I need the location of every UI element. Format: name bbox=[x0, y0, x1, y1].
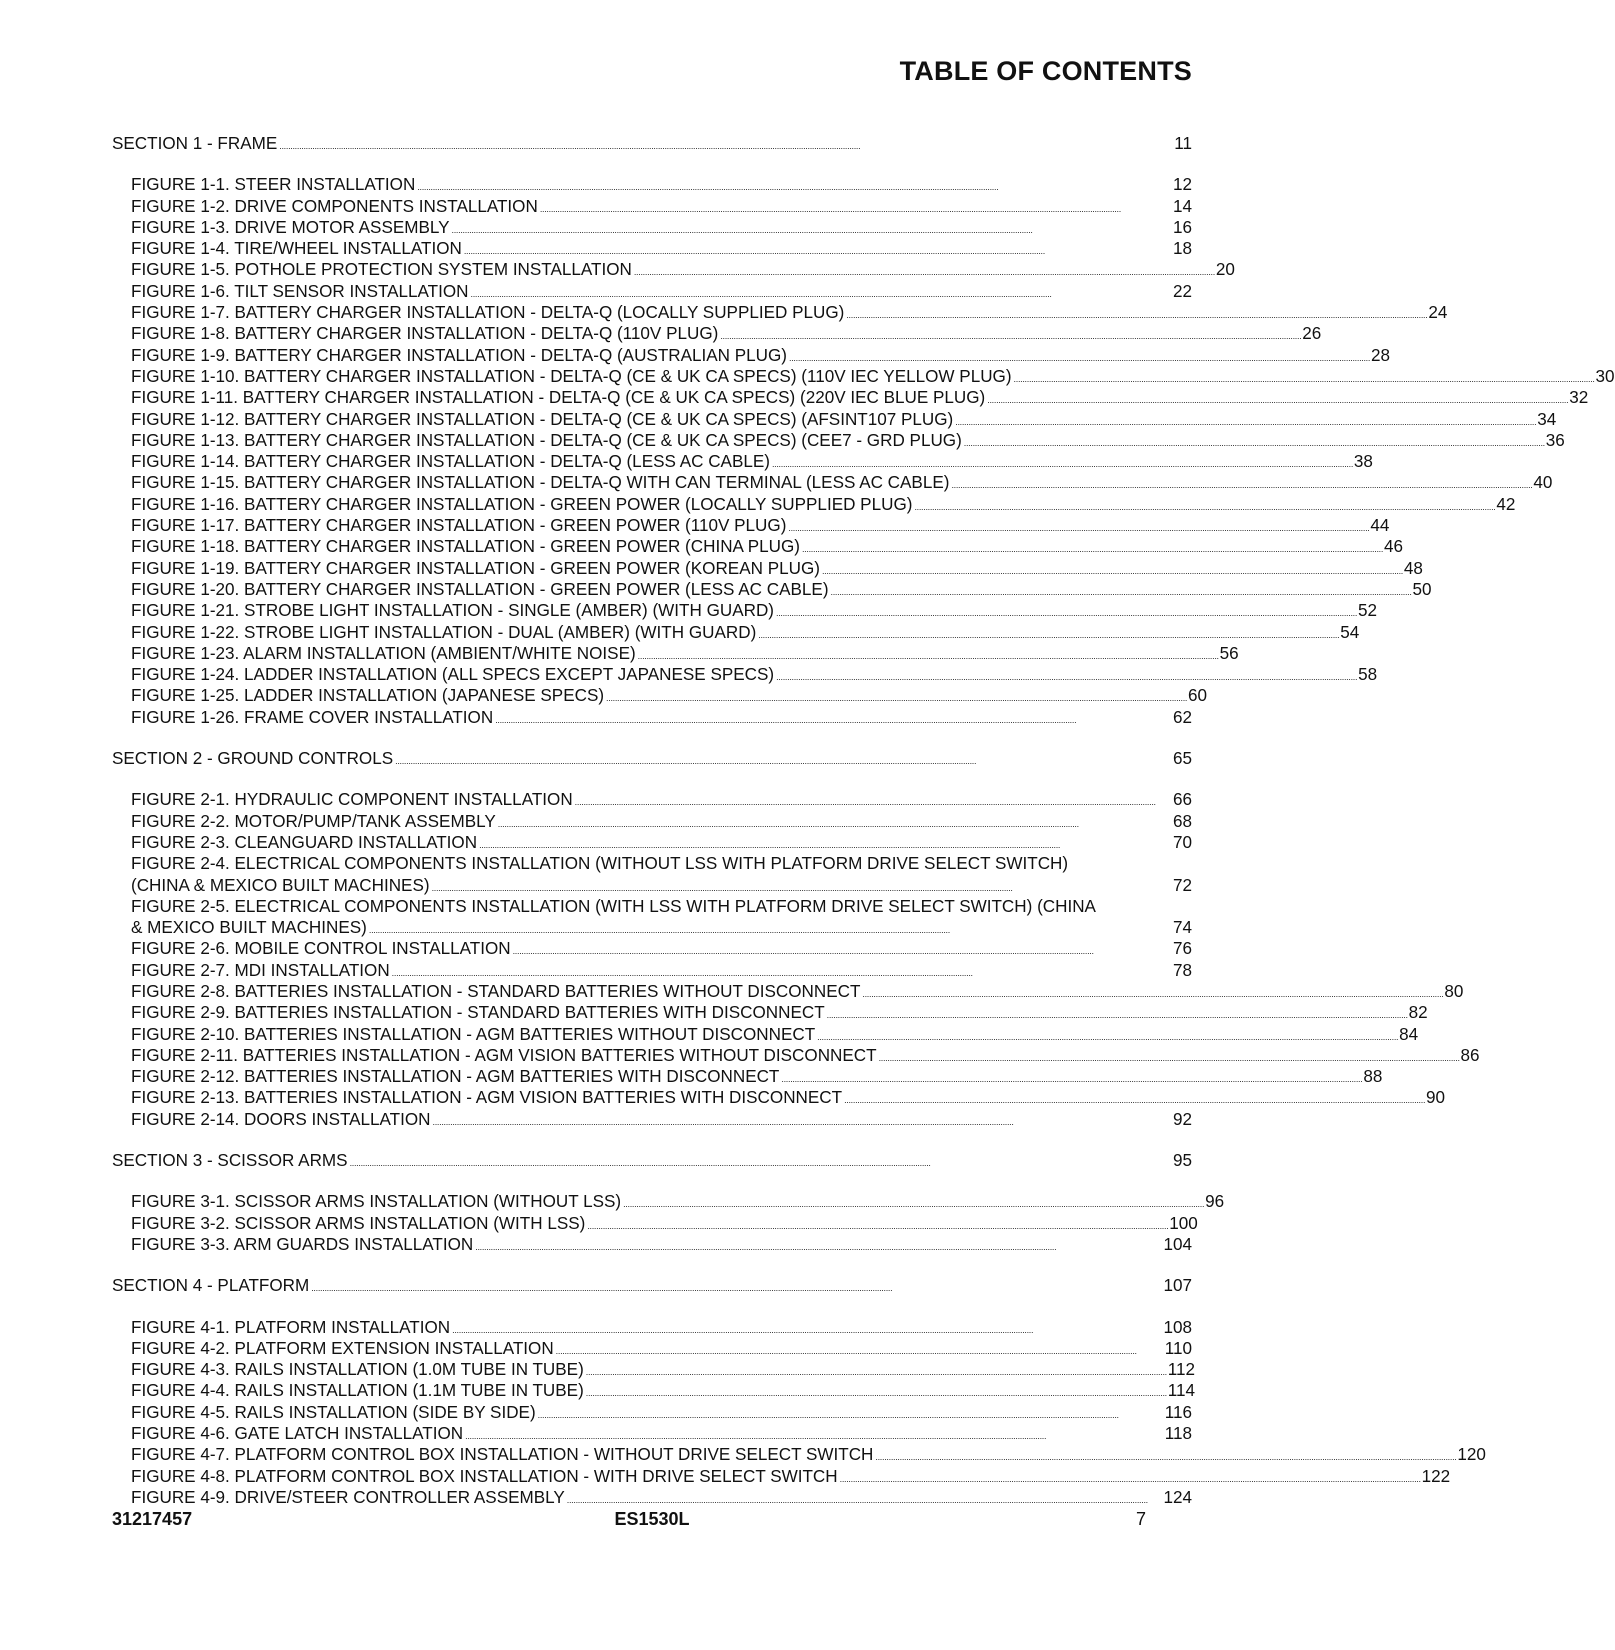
toc-entry-title: FIGURE 1-21. STROBE LIGHT INSTALLATION - SINGLE (AMBER) (WITH GUARD) bbox=[131, 601, 774, 621]
toc-figure-entry[interactable] bbox=[112, 1317, 1192, 1338]
toc-entry-page: 24 bbox=[1428, 303, 1448, 323]
toc-entry-title: FIGURE 1-14. BATTERY CHARGER INSTALLATION - DELTA-Q (LESS AC CABLE) bbox=[131, 452, 770, 472]
toc-figure-entry[interactable] bbox=[112, 1066, 1383, 1087]
toc-entry-page: 65 bbox=[1172, 749, 1192, 769]
toc-entry-title: FIGURE 2-14. DOORS INSTALLATION bbox=[131, 1109, 431, 1129]
toc-figure-entry[interactable] bbox=[112, 896, 1192, 917]
toc-entry-title: FIGURE 1-13. BATTERY CHARGER INSTALLATION - DELTA-Q (CE & UK CA SPECS) (CEE7 - GRD PLUG) bbox=[131, 430, 962, 450]
toc-figure-entry[interactable] bbox=[112, 323, 1322, 344]
toc-figure-entry[interactable] bbox=[112, 174, 1192, 195]
toc-entry-page: 116 bbox=[1164, 1402, 1192, 1422]
toc-figure-entry[interactable] bbox=[112, 515, 1390, 536]
toc-figure-entry[interactable] bbox=[112, 1380, 1196, 1401]
toc-entry-page: 22 bbox=[1172, 281, 1192, 301]
toc-figure-entry[interactable] bbox=[112, 196, 1192, 217]
toc-entry-title: FIGURE 4-8. PLATFORM CONTROL BOX INSTALLATION - WITH DRIVE SELECT SWITCH bbox=[131, 1466, 838, 1486]
toc-entry-title: SECTION 3 - SCISSOR ARMS bbox=[112, 1151, 348, 1171]
toc-entry-page: 44 bbox=[1370, 516, 1390, 536]
toc-figure-entry[interactable] bbox=[112, 811, 1192, 832]
toc-figure-entry[interactable] bbox=[112, 1087, 1446, 1108]
toc-entry-page: 60 bbox=[1188, 686, 1208, 706]
toc-figure-entry[interactable] bbox=[112, 1234, 1192, 1255]
toc-dot-leader bbox=[350, 1150, 1171, 1174]
toc-entry-title: FIGURE 2-3. CLEANGUARD INSTALLATION bbox=[131, 832, 478, 852]
toc-entry-page: 112 bbox=[1167, 1360, 1196, 1380]
toc-section-entry[interactable] bbox=[112, 1150, 1192, 1171]
toc-entry-title: FIGURE 1-25. LADDER INSTALLATION (JAPANESE SPECS) bbox=[131, 686, 605, 706]
toc-figure-entry[interactable] bbox=[112, 853, 1192, 874]
toc-entry-page: 110 bbox=[1164, 1338, 1192, 1358]
toc-figure-entry[interactable] bbox=[112, 281, 1192, 302]
toc-figure-entry[interactable] bbox=[112, 789, 1192, 810]
toc-entry-page: 88 bbox=[1363, 1067, 1383, 1087]
toc-entry-title: FIGURE 4-5. RAILS INSTALLATION (SIDE BY SIDE) bbox=[131, 1402, 536, 1422]
toc-dot-leader bbox=[395, 748, 1171, 772]
toc-entry-title: FIGURE 1-7. BATTERY CHARGER INSTALLATION - DELTA-Q (LOCALLY SUPPLIED PLUG) bbox=[131, 303, 845, 323]
toc-section-entry[interactable] bbox=[112, 1275, 1192, 1296]
toc-dot-leader bbox=[567, 1487, 1162, 1511]
toc-entry-page: 100 bbox=[1169, 1213, 1198, 1233]
toc-entry-page: 36 bbox=[1545, 430, 1565, 450]
toc-entry-page: 66 bbox=[1172, 790, 1192, 810]
toc-entry-title: FIGURE 1-11. BATTERY CHARGER INSTALLATION - DELTA-Q (CE & UK CA SPECS) (220V IEC BLUE PLUG) bbox=[131, 388, 986, 408]
toc-entry-title: FIGURE 4-6. GATE LATCH INSTALLATION bbox=[131, 1424, 464, 1444]
toc-entry-title: FIGURE 1-19. BATTERY CHARGER INSTALLATION - GREEN POWER (KOREAN PLUG) bbox=[131, 558, 820, 578]
toc-figure-entry[interactable] bbox=[112, 643, 1239, 664]
footer-page-number: 7 bbox=[1135, 1509, 1146, 1529]
toc-entry-page: 70 bbox=[1172, 832, 1192, 852]
toc-entry-title: (CHINA & MEXICO BUILT MACHINES) bbox=[131, 875, 430, 895]
page-footer bbox=[112, 1509, 1192, 1533]
toc-entry-page: 78 bbox=[1172, 960, 1192, 980]
toc-figure-entry[interactable] bbox=[112, 366, 1615, 387]
toc-entry-title: FIGURE 1-6. TILT SENSOR INSTALLATION bbox=[131, 281, 469, 301]
toc-entry-title: FIGURE 4-3. RAILS INSTALLATION (1.0M TUBE IN TUBE) bbox=[131, 1360, 584, 1380]
toc-entry-title: FIGURE 2-13. BATTERIES INSTALLATION - AGM VISION BATTERIES WITH DISCONNECT bbox=[131, 1088, 843, 1108]
toc-figure-entry[interactable] bbox=[112, 664, 1378, 685]
footer-model: ES1530L bbox=[614, 1509, 690, 1529]
toc-entry-page: 86 bbox=[1460, 1045, 1480, 1065]
toc-entry-page: 18 bbox=[1172, 239, 1192, 259]
toc-entry-title: FIGURE 2-12. BATTERIES INSTALLATION - AGM BATTERIES WITH DISCONNECT bbox=[131, 1067, 780, 1087]
toc-entry-title: FIGURE 2-9. BATTERIES INSTALLATION - STANDARD BATTERIES WITH DISCONNECT bbox=[131, 1003, 825, 1023]
toc-entry-title: FIGURE 3-1. SCISSOR ARMS INSTALLATION (WITHOUT LSS) bbox=[131, 1192, 622, 1212]
toc-entry-title: FIGURE 4-2. PLATFORM EXTENSION INSTALLATION bbox=[131, 1338, 554, 1358]
toc-entry-page: 107 bbox=[1163, 1276, 1192, 1296]
toc-figure-entry[interactable] bbox=[112, 1213, 1198, 1234]
toc-entry-page: 30 bbox=[1595, 366, 1615, 386]
toc-entry-title: FIGURE 4-1. PLATFORM INSTALLATION bbox=[131, 1317, 451, 1337]
toc-entry-page: 52 bbox=[1357, 601, 1377, 621]
toc-figure-entry-continuation[interactable] bbox=[112, 917, 1192, 938]
toc-entry-page: 42 bbox=[1496, 494, 1516, 514]
toc-entry-page: 74 bbox=[1172, 918, 1192, 938]
toc-figure-entry[interactable] bbox=[112, 622, 1360, 643]
toc-entry-title: FIGURE 1-18. BATTERY CHARGER INSTALLATION - GREEN POWER (CHINA PLUG) bbox=[131, 537, 800, 557]
toc-figure-entry[interactable] bbox=[112, 238, 1192, 259]
toc-figure-entry[interactable] bbox=[112, 409, 1557, 430]
toc-entry-title: FIGURE 2-5. ELECTRICAL COMPONENTS INSTALLATION (WITH LSS WITH PLATFORM DRIVE SELECT SWITCH) (CHINA bbox=[131, 896, 1096, 916]
toc-entry-page: 96 bbox=[1205, 1192, 1225, 1212]
toc-entry-title: SECTION 1 - FRAME bbox=[112, 134, 278, 153]
toc-entry-page: 14 bbox=[1172, 196, 1192, 216]
toc-figure-entry[interactable] bbox=[112, 345, 1390, 366]
toc-entry-page: 48 bbox=[1403, 558, 1423, 578]
toc-figure-entry[interactable] bbox=[112, 938, 1192, 959]
toc-figure-entry[interactable] bbox=[112, 472, 1553, 493]
toc-entry-page: 124 bbox=[1163, 1487, 1192, 1507]
toc-figure-entry[interactable] bbox=[112, 1024, 1419, 1045]
toc-entry-title: FIGURE 1-24. LADDER INSTALLATION (ALL SPECS EXCEPT JAPANESE SPECS) bbox=[131, 665, 775, 685]
toc-entry-title: FIGURE 2-7. MDI INSTALLATION bbox=[131, 960, 390, 980]
toc-entry-page: 108 bbox=[1163, 1317, 1192, 1337]
toc-entry-title: SECTION 2 - GROUND CONTROLS bbox=[112, 749, 394, 769]
toc-entry-title: FIGURE 1-3. DRIVE MOTOR ASSEMBLY bbox=[131, 217, 450, 237]
toc-entry-title: FIGURE 4-4. RAILS INSTALLATION (1.1M TUBE IN TUBE) bbox=[131, 1381, 584, 1401]
toc-figure-entry[interactable] bbox=[112, 259, 1235, 280]
toc-entry-page: 72 bbox=[1172, 875, 1192, 895]
toc-figure-entry[interactable] bbox=[112, 430, 1565, 451]
toc-entry-page: 68 bbox=[1172, 811, 1192, 831]
toc-figure-entry[interactable] bbox=[112, 1002, 1428, 1023]
toc-entry-page: 84 bbox=[1399, 1024, 1419, 1044]
toc-figure-entry[interactable] bbox=[112, 1338, 1192, 1359]
toc-figure-entry[interactable] bbox=[112, 1191, 1225, 1212]
toc-entry-page: 104 bbox=[1163, 1234, 1192, 1254]
toc-entry-page: 80 bbox=[1444, 981, 1464, 1001]
toc-figure-entry[interactable] bbox=[112, 451, 1373, 472]
toc-entry-page: 90 bbox=[1426, 1088, 1446, 1108]
toc-entry-page: 32 bbox=[1569, 388, 1589, 408]
toc-figure-entry[interactable] bbox=[112, 1444, 1486, 1465]
toc-figure-entry[interactable] bbox=[112, 536, 1403, 557]
toc-figure-entry[interactable] bbox=[112, 579, 1432, 600]
toc-entry-title: FIGURE 1-17. BATTERY CHARGER INSTALLATION - GREEN POWER (110V PLUG) bbox=[131, 516, 787, 536]
toc-figure-entry-continuation[interactable] bbox=[112, 875, 1192, 896]
toc-entry-title: FIGURE 3-2. SCISSOR ARMS INSTALLATION (WITH LSS) bbox=[131, 1213, 586, 1233]
toc-figure-entry[interactable] bbox=[112, 302, 1448, 323]
toc-entry-title: FIGURE 4-7. PLATFORM CONTROL BOX INSTALLATION - WITHOUT DRIVE SELECT SWITCH bbox=[131, 1445, 874, 1465]
toc-figure-entry[interactable] bbox=[112, 1402, 1192, 1423]
toc-figure-entry[interactable] bbox=[112, 1359, 1196, 1380]
toc-figure-entry[interactable] bbox=[112, 387, 1589, 408]
toc-section-entry[interactable] bbox=[112, 748, 1192, 769]
toc-entry-page: 122 bbox=[1421, 1466, 1451, 1486]
toc-figure-entry[interactable] bbox=[112, 981, 1464, 1002]
toc-entry-page: 95 bbox=[1172, 1151, 1192, 1171]
toc-entry-title: FIGURE 1-23. ALARM INSTALLATION (AMBIENT/WHITE NOISE) bbox=[131, 643, 636, 663]
toc-entry-page: 40 bbox=[1533, 473, 1553, 493]
toc-entry-page: 58 bbox=[1358, 665, 1378, 685]
toc-entry-title: SECTION 4 - PLATFORM bbox=[112, 1276, 310, 1296]
toc-entry-page: 46 bbox=[1383, 537, 1403, 557]
toc-dot-leader bbox=[475, 1234, 1161, 1258]
toc-entry-page: 62 bbox=[1172, 707, 1192, 727]
toc-entry-title: FIGURE 2-10. BATTERIES INSTALLATION - AGM BATTERIES WITHOUT DISCONNECT bbox=[131, 1024, 816, 1044]
toc-section-entry[interactable] bbox=[112, 133, 1192, 154]
toc-entry-title: FIGURE 1-12. BATTERY CHARGER INSTALLATION - DELTA-Q (CE & UK CA SPECS) (AFSINT107 PLUG) bbox=[131, 409, 954, 429]
toc-figure-entry[interactable] bbox=[112, 1109, 1192, 1130]
toc-figure-entry[interactable] bbox=[112, 558, 1423, 579]
toc-entry-page: 20 bbox=[1215, 260, 1235, 280]
toc-list bbox=[112, 133, 1615, 1508]
toc-figure-entry[interactable] bbox=[112, 960, 1192, 981]
toc-figure-entry[interactable] bbox=[112, 685, 1208, 706]
toc-entry-page: 114 bbox=[1167, 1381, 1196, 1401]
toc-entry-title: FIGURE 2-11. BATTERIES INSTALLATION - AGM VISION BATTERIES WITHOUT DISCONNECT bbox=[131, 1045, 877, 1065]
toc-entry-title: FIGURE 1-22. STROBE LIGHT INSTALLATION - DUAL (AMBER) (WITH GUARD) bbox=[131, 622, 757, 642]
toc-figure-entry[interactable] bbox=[112, 217, 1192, 238]
footer-part-number: 31217457 bbox=[112, 1509, 193, 1529]
toc-entry-page: 82 bbox=[1408, 1003, 1428, 1023]
toc-entry-title: FIGURE 4-9. DRIVE/STEER CONTROLLER ASSEMBLY bbox=[131, 1487, 565, 1507]
toc-dot-leader bbox=[433, 1109, 1171, 1133]
toc-entry-title: FIGURE 2-4. ELECTRICAL COMPONENTS INSTALLATION (WITHOUT LSS WITH PLATFORM DRIVE SELECT SWITCH) bbox=[131, 854, 1069, 874]
toc-entry-title: FIGURE 2-6. MOBILE CONTROL INSTALLATION bbox=[131, 939, 511, 959]
toc-entry-page: 50 bbox=[1412, 579, 1432, 599]
toc-entry-title: FIGURE 1-15. BATTERY CHARGER INSTALLATION - DELTA-Q WITH CAN TERMINAL (LESS AC CABLE) bbox=[131, 473, 950, 493]
toc-entry-title: FIGURE 1-8. BATTERY CHARGER INSTALLATION - DELTA-Q (110V PLUG) bbox=[131, 324, 719, 344]
toc-entry-title: FIGURE 1-4. TIRE/WHEEL INSTALLATION bbox=[131, 239, 462, 259]
toc-figure-entry[interactable] bbox=[112, 1487, 1192, 1508]
toc-entry-page: 12 bbox=[1172, 175, 1192, 195]
toc-figure-entry[interactable] bbox=[112, 494, 1516, 515]
toc-entry-title: FIGURE 1-20. BATTERY CHARGER INSTALLATION - GREEN POWER (LESS AC CABLE) bbox=[131, 579, 829, 599]
toc-entry-page: 34 bbox=[1537, 409, 1557, 429]
toc-entry-page: 76 bbox=[1172, 939, 1192, 959]
toc-figure-entry[interactable] bbox=[112, 600, 1377, 621]
toc-entry-page: 54 bbox=[1340, 622, 1360, 642]
toc-entry-page: 120 bbox=[1457, 1445, 1486, 1465]
toc-figure-entry[interactable] bbox=[112, 1045, 1480, 1066]
toc-entry-title: FIGURE 1-9. BATTERY CHARGER INSTALLATION - DELTA-Q (AUSTRALIAN PLUG) bbox=[131, 345, 788, 365]
toc-figure-entry[interactable] bbox=[112, 1466, 1451, 1487]
toc-dot-leader bbox=[311, 1275, 1161, 1299]
toc-entry-title: FIGURE 1-16. BATTERY CHARGER INSTALLATION - GREEN POWER (LOCALLY SUPPLIED PLUG) bbox=[131, 494, 913, 514]
toc-entry-title: FIGURE 1-26. FRAME COVER INSTALLATION bbox=[131, 707, 494, 727]
page-title: TABLE OF CONTENTS bbox=[899, 56, 1192, 86]
toc-entry-title: & MEXICO BUILT MACHINES) bbox=[131, 918, 367, 938]
toc-entry-title: FIGURE 2-2. MOTOR/PUMP/TANK ASSEMBLY bbox=[131, 811, 496, 831]
toc-entry-page: 92 bbox=[1172, 1109, 1192, 1129]
toc-entry-title: FIGURE 1-1. STEER INSTALLATION bbox=[131, 175, 416, 195]
toc-entry-page: 28 bbox=[1370, 345, 1390, 365]
toc-entry-title: FIGURE 1-5. POTHOLE PROTECTION SYSTEM INSTALLATION bbox=[131, 260, 632, 280]
toc-figure-entry[interactable] bbox=[112, 707, 1192, 728]
toc-entry-page: 26 bbox=[1302, 324, 1322, 344]
toc-entry-page: 118 bbox=[1164, 1424, 1192, 1444]
toc-figure-entry[interactable] bbox=[112, 832, 1192, 853]
toc-entry-page: 56 bbox=[1219, 643, 1239, 663]
toc-entry-title: FIGURE 1-2. DRIVE COMPONENTS INSTALLATION bbox=[131, 196, 538, 216]
toc-entry-title: FIGURE 2-1. HYDRAULIC COMPONENT INSTALLATION bbox=[131, 790, 573, 810]
toc-entry-title: FIGURE 3-3. ARM GUARDS INSTALLATION bbox=[131, 1234, 474, 1254]
toc-entry-page: 11 bbox=[1174, 134, 1192, 153]
toc-entry-page: 16 bbox=[1172, 217, 1192, 237]
toc-dot-leader bbox=[495, 707, 1171, 731]
toc-figure-entry[interactable] bbox=[112, 1423, 1192, 1444]
toc-entry-page: 38 bbox=[1353, 452, 1373, 472]
toc-entry-title: FIGURE 1-10. BATTERY CHARGER INSTALLATION - DELTA-Q (CE & UK CA SPECS) (110V IEC YELLOW PLUG) bbox=[131, 366, 1012, 386]
toc-entry-title: FIGURE 2-8. BATTERIES INSTALLATION - STANDARD BATTERIES WITHOUT DISCONNECT bbox=[131, 981, 861, 1001]
toc-dot-leader bbox=[279, 133, 1172, 157]
